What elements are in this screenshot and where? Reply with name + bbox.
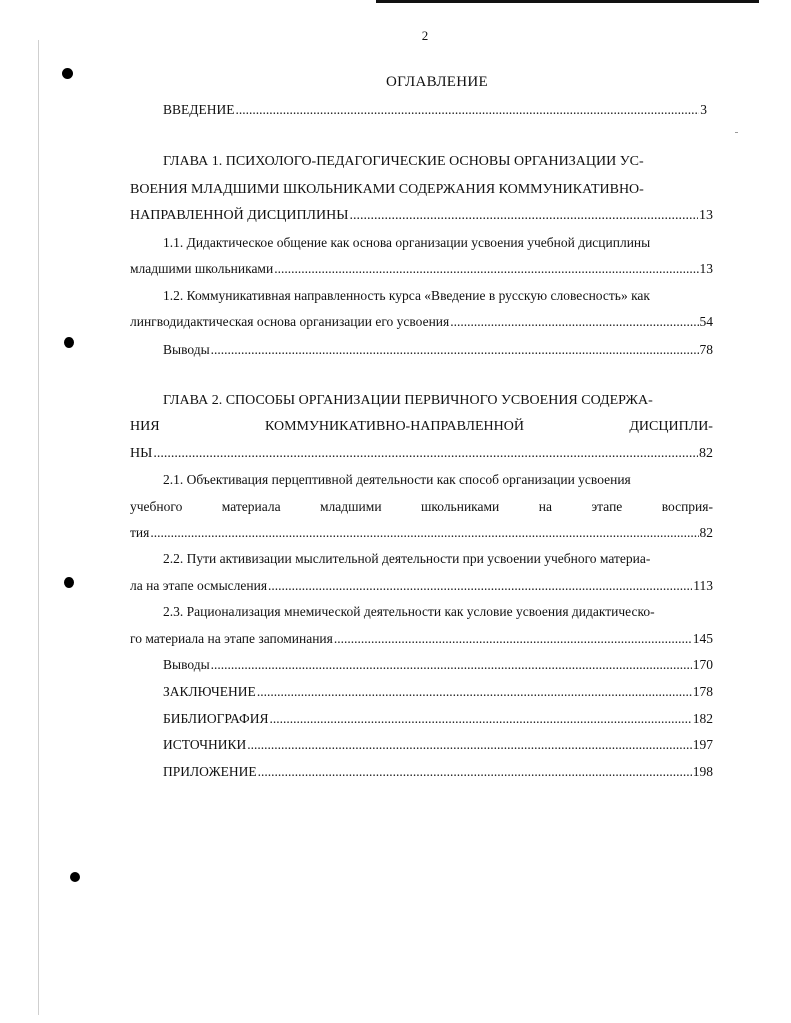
dot-leader: [258, 763, 692, 781]
toc-entry-page: 170: [692, 657, 713, 672]
toc-entry-label: БИБЛИОГРАФИЯ: [163, 711, 269, 726]
toc-entry-label: тия: [130, 525, 150, 540]
toc-entry-page: 78: [699, 342, 713, 357]
toc-entry-intro[interactable]: [163, 101, 707, 119]
dot-leader: [268, 577, 692, 595]
toc-entry-chapter2[interactable]: [130, 445, 713, 463]
toc-entry-label: НЫ: [130, 446, 153, 461]
dot-leader: [269, 710, 691, 728]
toc-entry-label: ИСТОЧНИКИ: [163, 737, 247, 752]
toc-entry-page: 13: [699, 208, 713, 223]
toc-entry-page: 3: [700, 102, 707, 117]
punch-hole-mark: [70, 872, 80, 882]
page-title: ОГЛАВЛЕНИЕ: [386, 74, 488, 90]
section-1-1-line1: 1.1. Дидактическое общение как основа организации усвоения учебной дисциплины: [163, 235, 651, 250]
section-2-3-line1: 2.3. Рационализация мнемической деятельности как условие усвоения дидактическо-: [163, 604, 655, 619]
toc-entry-conclusion[interactable]: [163, 683, 713, 701]
toc-entry-page: 82: [699, 525, 713, 540]
toc-entry-page: 13: [699, 261, 713, 276]
dot-leader: [247, 736, 691, 754]
dot-leader: [274, 260, 698, 278]
toc-entry-chapter1-conclusions[interactable]: [163, 341, 713, 359]
toc-entry-label: Выводы: [163, 657, 210, 672]
margin-mark: [735, 132, 738, 133]
toc-entry-section-2-1[interactable]: [130, 524, 713, 542]
toc-entry-label: ла на этапе осмысления: [130, 578, 268, 593]
toc-entry-page: 82: [699, 446, 713, 461]
dot-leader: [334, 630, 692, 648]
toc-entry-page: 178: [692, 684, 713, 699]
dot-leader: [450, 313, 698, 331]
toc-entry-page: 54: [699, 314, 713, 329]
chapter1-heading-line1: ГЛАВА 1. ПСИХОЛОГО-ПЕДАГОГИЧЕСКИЕ ОСНОВЫ ОРГАНИЗАЦИИ УС-: [163, 154, 644, 169]
chapter2-heading-line1: ГЛАВА 2. СПОСОБЫ ОРГАНИЗАЦИИ ПЕРВИЧНОГО УСВОЕНИЯ СОДЕРЖА-: [163, 393, 653, 408]
dot-leader: [211, 656, 692, 674]
toc-entry-label: ВВЕДЕНИЕ: [163, 102, 235, 117]
toc-entry-chapter1[interactable]: [130, 207, 713, 225]
section-2-1-line2: учебного материала младшими школьниками на этапе восприя-: [130, 499, 713, 514]
section-1-2-line1: 1.2. Коммуникативная направленность курса «Введение в русскую словесность» как: [163, 288, 650, 303]
toc-entry-page: 182: [692, 711, 713, 726]
chapter2-heading-line2: НИЯ КОММУНИКАТИВНО-НАПРАВЛЕННОЙ ДИСЦИПЛИ-: [130, 419, 713, 434]
toc-entry-page: 197: [692, 737, 713, 752]
dot-leader: [153, 445, 698, 463]
toc-entry-section-2-3[interactable]: [130, 630, 713, 648]
toc-entry-label: го материала на этапе запоминания: [130, 631, 333, 646]
toc-entry-label: младшими школьниками: [130, 261, 274, 276]
toc-entry-bibliography[interactable]: [163, 710, 713, 728]
toc-entry-label: НАПРАВЛЕННОЙ ДИСЦИПЛИНЫ: [130, 208, 349, 223]
toc-entry-sources[interactable]: [163, 736, 713, 754]
top-border-line: [376, 0, 759, 3]
toc-entry-label: ЗАКЛЮЧЕНИЕ: [163, 684, 256, 699]
left-margin-line: [38, 40, 39, 1015]
toc-entry-section-1-2[interactable]: [130, 313, 713, 331]
toc-entry-section-2-2[interactable]: [130, 577, 713, 595]
dot-leader: [211, 341, 699, 359]
toc-entry-label: ПРИЛОЖЕНИЕ: [163, 764, 257, 779]
toc-entry-appendix[interactable]: [163, 763, 713, 781]
dot-leader: [235, 101, 699, 119]
section-2-1-line1: 2.1. Объективация перцептивной деятельности как способ организации усвоения: [163, 472, 631, 487]
dot-leader: [349, 207, 698, 225]
toc-entry-page: 198: [692, 764, 713, 779]
dot-leader: [150, 524, 698, 542]
punch-hole-mark: [62, 68, 73, 79]
page-number: 2: [421, 28, 429, 43]
toc-entry-section-1-1[interactable]: [130, 260, 713, 278]
toc-entry-page: 145: [692, 631, 713, 646]
section-2-2-line1: 2.2. Пути активизации мыслительной деятельности при усвоении учебного материа-: [163, 551, 651, 566]
toc-entry-label: Выводы: [163, 342, 210, 357]
toc-entry-chapter2-conclusions[interactable]: [163, 656, 713, 674]
punch-hole-mark: [64, 337, 74, 348]
chapter1-heading-line2: ВОЕНИЯ МЛАДШИМИ ШКОЛЬНИКАМИ СОДЕРЖАНИЯ КОММУНИКАТИВНО-: [130, 182, 644, 197]
toc-entry-label: лингводидактическая основа организации его усвоения: [130, 314, 450, 329]
toc-entry-page: 113: [693, 578, 713, 593]
dot-leader: [257, 683, 692, 701]
punch-hole-mark: [64, 577, 74, 588]
